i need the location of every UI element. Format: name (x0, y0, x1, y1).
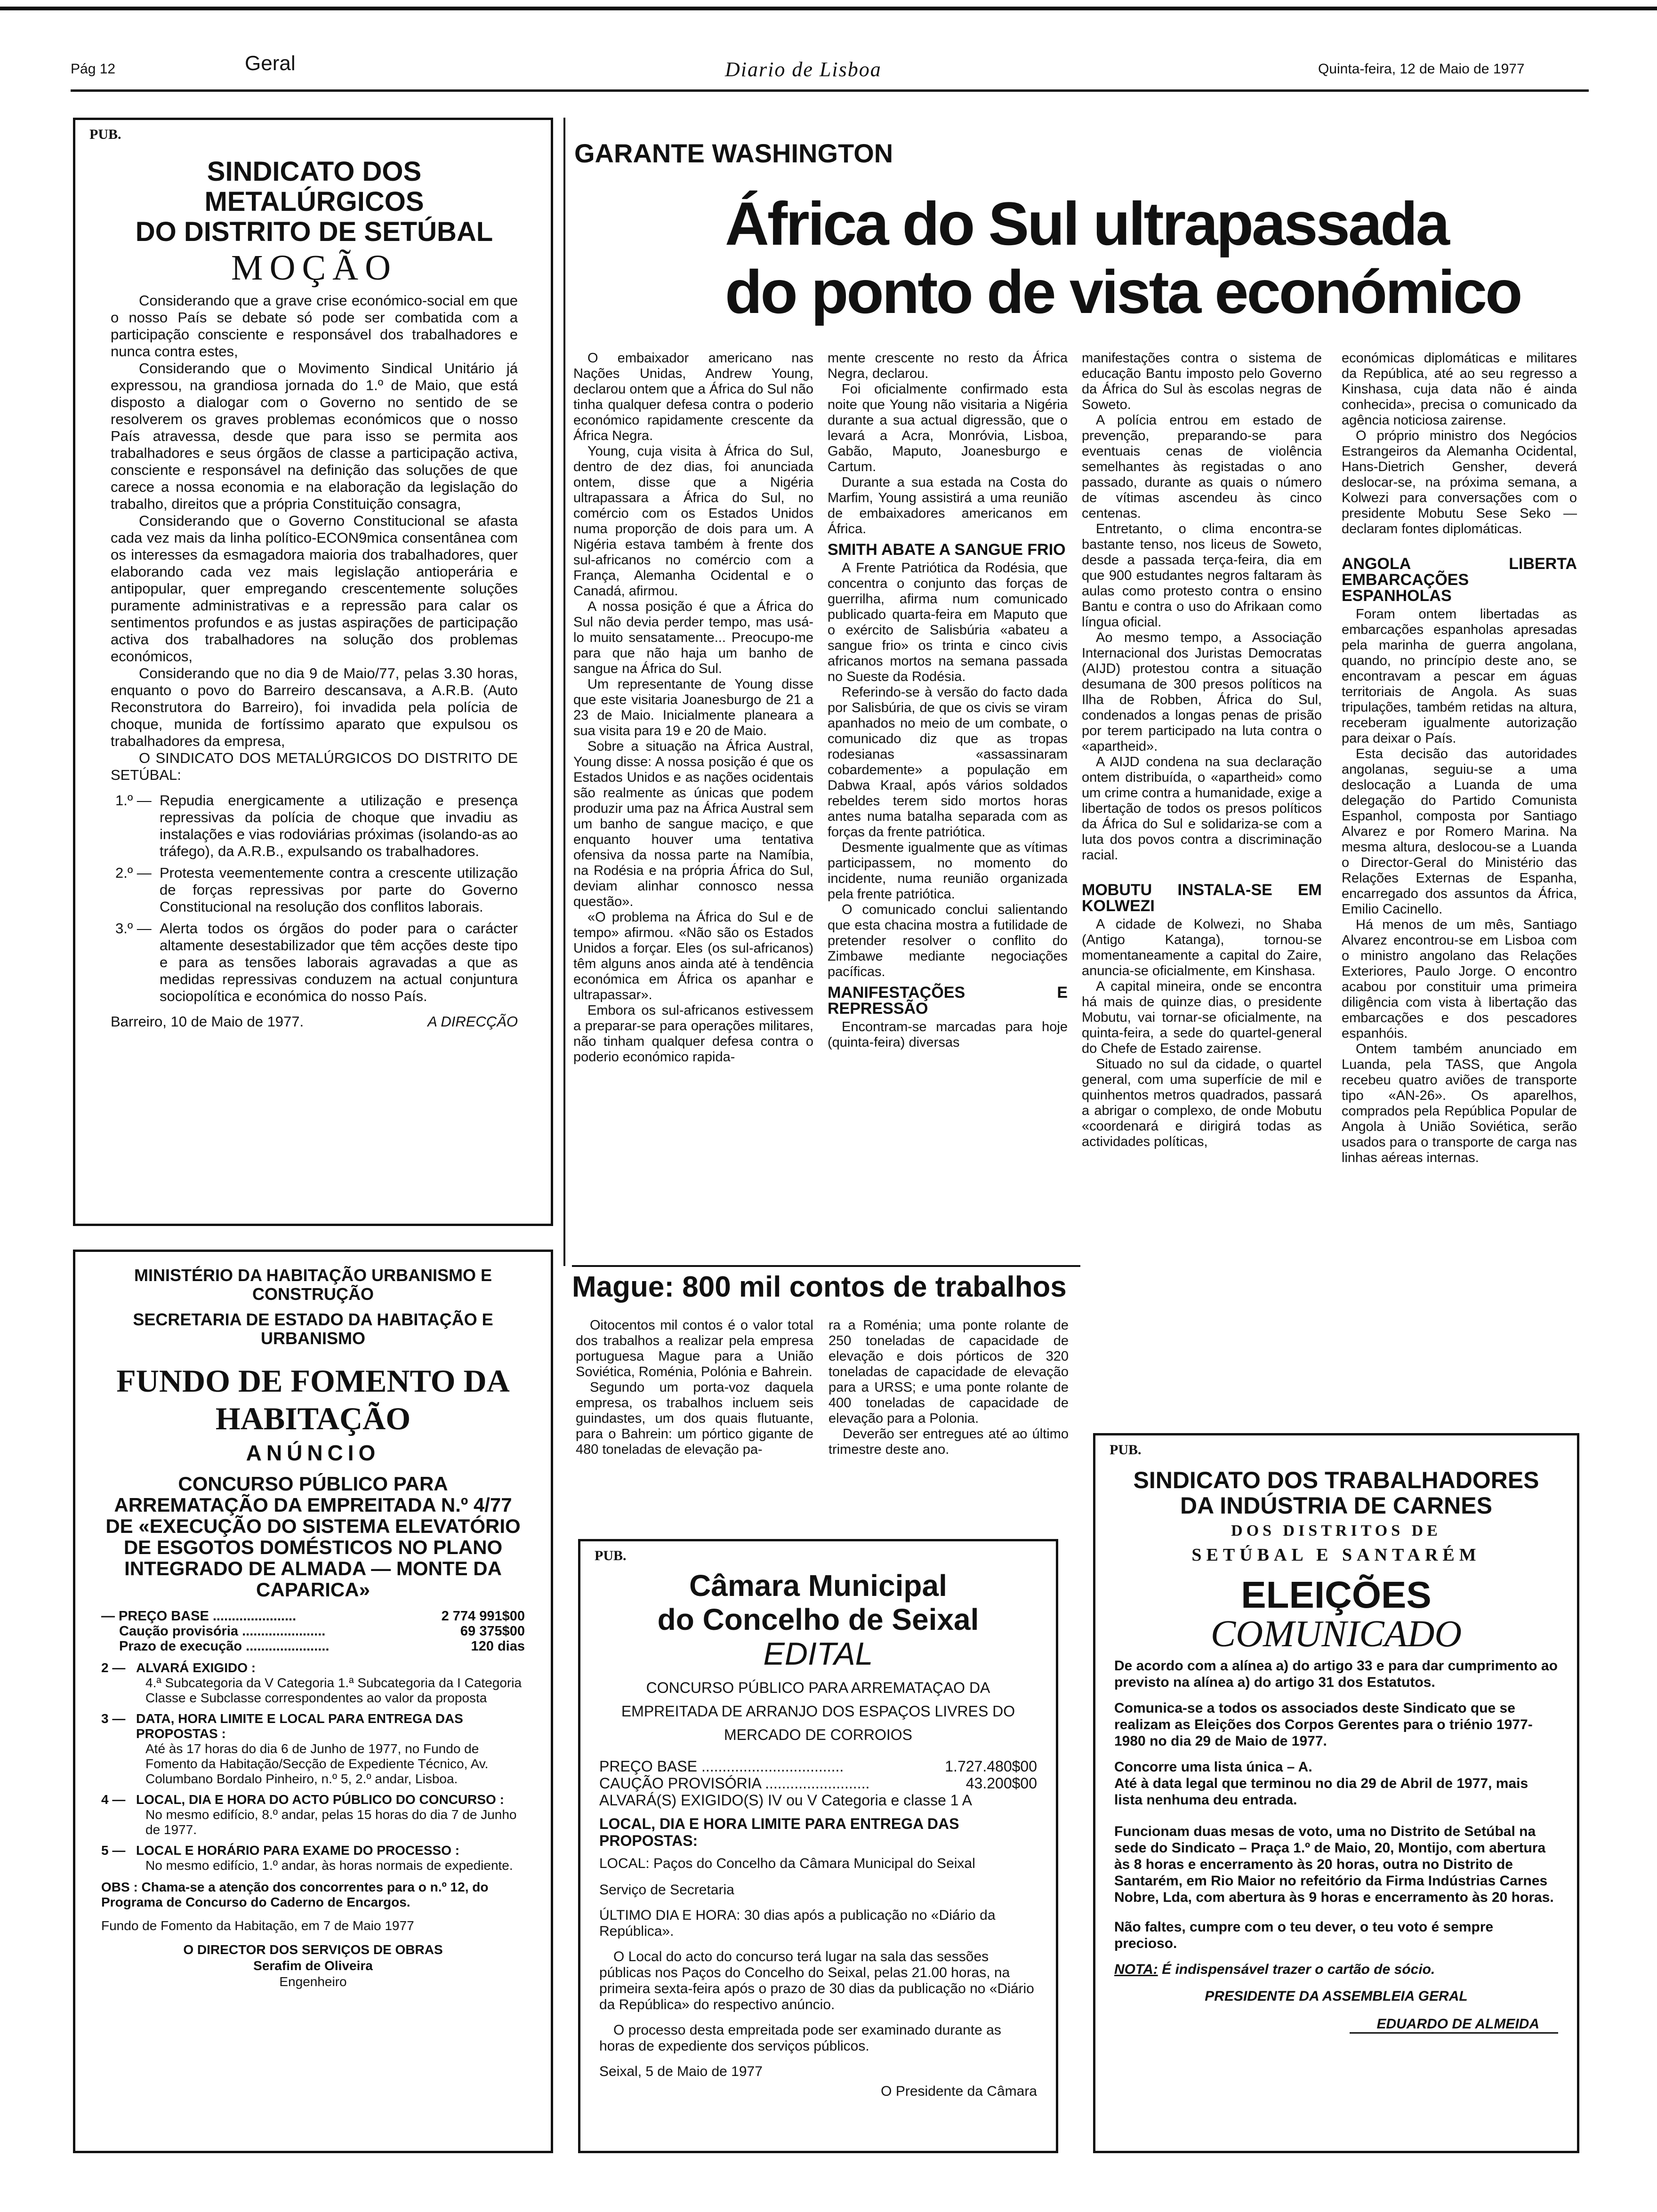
paragraph: Embora os sul-africanos estivessem a preparar-se para operações militares, não tinham qualquer defesa contra o poderio económico rapida- (573, 1003, 813, 1065)
seixal-signature: O Presidente da Câmara (881, 2084, 1037, 2099)
article-kicker: GARANTE WASHINGTON (574, 138, 893, 168)
paragraph: Oitocentos mil contos é o valor total dos trabalhos a realizar pela empresa portuguesa Mague para a União Soviética, Roménia, Polónia e Bahrein. (576, 1318, 813, 1379)
camara-title-line1: Câmara Municipal (689, 1569, 947, 1603)
caucao-row (599, 1775, 1037, 1792)
tender-item (101, 1843, 525, 1873)
carnes-body (1114, 1658, 1558, 2034)
paragraph: Desmente igualmente que as vítimas participassem, no momento do incidente, numa reunião organizada pela frente patriótica. (828, 840, 1068, 902)
carnes-name: EDUARDO DE ALMEIDA (1350, 2016, 1558, 2034)
caucao-row (101, 1624, 525, 1639)
item-number: 3.º — (115, 920, 152, 937)
local-head: LOCAL, DIA E HORA LIMITE PARA ENTREGA DAS PROPOSTAS: (599, 1815, 959, 1849)
ad-habitacao (73, 1250, 553, 2153)
fundo-title: FUNDO DE FOMENTO DA HABITAÇÃO (116, 1363, 510, 1436)
resolution-item (115, 920, 518, 1005)
headline-line1: África do Sul ultrapassada (725, 189, 1448, 258)
carnes-title-line1: SINDICATO DOS TRABALHADORES (1133, 1467, 1539, 1493)
signature: A DIRECÇÃO (427, 1013, 518, 1030)
processo: O processo desta empreitada pode ser examinado durante as horas de expediente dos serviços públicos. (599, 2022, 1001, 2054)
caucao-value: 43.200$00 (965, 1775, 1037, 1792)
carnes-title-line2: DA INDÚSTRIA DE CARNES (1180, 1492, 1492, 1519)
item-number: 1.º — (115, 792, 152, 809)
paragraph: Funcionam duas mesas de voto, uma no Distrito de Setúbal na sede do Sindicato – Praça 1.º de Maio, 20, Montijo, com abertura às 8 horas e encerramento às 20 horas, outra no Distrito de Santarém, em Rio Maior no refeitório da Firma Indústrias Carnes Nobre, Lda, com abertura às 9 horas e encerramento às 20 horas. (1114, 1824, 1554, 1905)
caucao-label: CAUÇÃO PROVISÓRIA ......................... (599, 1775, 870, 1792)
top-rule (0, 7, 1657, 10)
item-number: 4 — (101, 1792, 126, 1807)
paragraph: A capital mineira, onde se encontra há mais de quinze dias, o presidente Mobutu, vai tornar-se oficialmente, na quinta-feira, a sede do quartel-general do Chefe de Estado zairense. (1082, 979, 1322, 1056)
item-head: ALVARÁ EXIGIDO : (136, 1660, 256, 1675)
paragraph: Comunica-se a todos os associados deste Sindicato que se realizam as Eleições dos Corpos Gerentes para o triénio 1977-1980 no dia 29 de Maio de 1977. (1114, 1700, 1533, 1749)
headline-line2: do ponto de vista económico (725, 257, 1521, 326)
paragraph: Considerando que o Movimento Sindical Unitário já expressou, na grandiosa jornada do 1.º de Maio, que está disposto a dialogar com o Governo no sentido de se resolverem os graves problemas económicos que o nosso País atravessa, desde que para isso se permita aos trabalhadores e seus órgãos de classe a participação activa, consciente e responsável na definição das soluções de que carece a nossa economia e na elaboração da legislação do trabalho, direitos que a própria Constituição consagra, (111, 360, 518, 512)
mocao-body (111, 292, 518, 1030)
camara-title-line2: do Concelho de Seixal (657, 1603, 979, 1636)
header-rule (71, 89, 1589, 92)
resolve-line: O SINDICATO DOS METALÚRGICOS DO DISTRITO DE SETÚBAL: (111, 750, 518, 783)
ad-metalurgicos (73, 118, 553, 1226)
carnes-title-line4: SETÚBAL E SANTARÉM (1191, 1545, 1481, 1565)
section-label: Geral (245, 52, 296, 75)
paragraph: Há menos de um mês, Santiago Alvarez encontrou-se em Lisboa com o ministro angolano das Relações Exteriores, Paulo Jorge. O encontro acabou por constituir uma primeira diligência com vista à libertação das embarcações e dos pescadores espanhóis. (1342, 917, 1577, 1041)
item-head: LOCAL, DIA E HORA DO ACTO PÚBLICO DO CONCURSO : (136, 1792, 504, 1807)
paragraph: Ao mesmo tempo, a Associação Internacional dos Juristas Democratas (AIJD) protestou contra a situação desumana de 300 presos políticos na Ilha de Robben, África do Sul, condenados a longas penas de prisão por terem participado na luta contra o «apartheid». (1082, 630, 1322, 754)
edital: EDITAL (763, 1636, 873, 1672)
item-head: LOCAL E HORÁRIO PARA EXAME DO PROCESSO : (136, 1843, 460, 1858)
item-number: 2.º — (115, 865, 152, 881)
union-title-line2: DO DISTRITO DE SETÚBAL (135, 216, 493, 247)
column-rule (563, 118, 565, 1266)
local-text: LOCAL: Paços do Concelho da Câmara Municipal do Seixal (599, 1856, 975, 1871)
nota-text: É indispensável trazer o cartão de sócio. (1162, 1962, 1435, 1977)
director: O DIRECTOR DOS SERVIÇOS DE OBRAS (183, 1942, 443, 1957)
eleicoes: ELEIÇÕES (1241, 1574, 1432, 1616)
page-date: Quinta-feira, 12 de Maio de 1977 (1318, 61, 1525, 77)
article-col-2 (828, 351, 1068, 1050)
mocao-title: MOÇÃO (231, 248, 397, 288)
tender-item (101, 1792, 525, 1837)
article-col-3 (1082, 351, 1322, 1150)
pub-label: PUB. (89, 127, 121, 142)
servico: Serviço de Secretaria (599, 1882, 734, 1898)
paragraph: A polícia entrou em estado de prevenção, preparando-se para eventuais cenas de violência semelhantes às registadas o ano passado, durante as quais o número de vítimas ascendeu às cinco centenas. (1082, 413, 1322, 521)
mague-col-2 (828, 1318, 1069, 1458)
nota (1114, 1961, 1558, 1978)
paragraph: Ontem também anunciado em Luanda, pela TASS, que Angola recebeu quatro aviões de transporte tipo «AN-26». Os aparelhos, comprados pela República Popular de Angola à União Soviética, serão usados para o transporte de carga nas linhas aéreas internas. (1342, 1042, 1577, 1165)
footer-date: Fundo de Fomento da Habitação, em 7 de Maio 1977 (101, 1918, 414, 1933)
paragraph: Encontram-se marcadas para hoje (quinta-feira) diversas (828, 1019, 1068, 1050)
pub-label: PUB. (595, 1548, 627, 1563)
paragraph: O comunicado conclui salientando que esta chacina mostra a futilidade de pretender resolver o conflito do Zimbawe mediante negociações pacíficas. (828, 902, 1068, 979)
subhead-mobutu: MOBUTU INSTALA-SE EM KOLWEZI (1082, 881, 1322, 915)
paragraph: Não faltes, cumpre com o teu dever, o teu voto é sempre precioso. (1114, 1919, 1494, 1951)
prazo-row (101, 1639, 525, 1654)
presidente: PRESIDENTE DA ASSEMBLEIA GERAL (1205, 1988, 1468, 2004)
camara-title (599, 1569, 1037, 1636)
paragraph: manifestações contra o sistema de educação Bantu imposto pelo Governo da África do Sul às escolas negras de Soweto. (1082, 351, 1322, 412)
paragraph: Considerando que no dia 9 de Maio/77, pelas 3.30 horas, enquanto o povo do Barreiro descansava, a A.R.B. (Auto Reconstrutora do Barreiro), foi invadida pela polícia de choque, munida de fortíssimo aparato que expulsou os trabalhadores da empresa, (111, 665, 518, 749)
paragraph: Foram ontem libertadas as embarcações espanholas apresadas pela marinha de guerra angolana, quando, no princípio deste ano, se encontravam a pescar em águas territoriais de Angola. As suas tripulações, também retidas na altura, receberam igualmente autorização para deixar o País. (1342, 607, 1577, 746)
union-title-line1: SINDICATO DOS METALÚRGICOS (204, 156, 424, 217)
director-name: Serafim de Oliveira (253, 1958, 373, 1973)
obs-note: OBS : Chama-se a atenção dos concorrentes para o n.º 12, do Programa de Concurso do Caderno de Encargos. (101, 1880, 489, 1909)
paragraph: A Frente Patriótica da Rodésia, que concentra o conjunto das forças de guerrilha, afirma num comunicado publicado quarta-feira em Maputo que o exército de Salisbúria «abateu a sangue frio» os trinta e cinco civis africanos mortos na semana passada no Sueste da Rodésia. (828, 561, 1068, 684)
paragraph: Referindo-se à versão do facto dada por Salisbúria, de que os civis se viram apanhados no meio de um combate, o comunicado diz que as tropas rodesianas «assassinaram cobardemente» a população em Dabwa Kraal, após vários soldados rebeldes terem sido mortos horas antes numa batalha separada com as forças da frente patriótica. (828, 685, 1068, 840)
paragraph: ra a Roménia; uma ponte rolante de 250 toneladas de capacidade de elevação e dois pórticos de 320 toneladas de capacidade de elevação para a URSS; e uma ponte rolante de 400 toneladas de capacidade de elevação para a Polonia. (828, 1318, 1069, 1426)
ad-seixal (578, 1539, 1058, 2153)
subhead-manifestacoes: MANIFESTAÇÕES E REPRESSÃO (828, 984, 1068, 1018)
page-number: Pág 12 (71, 61, 116, 77)
price-table (599, 1758, 1037, 1809)
tender-items (101, 1660, 525, 1873)
tender-item (101, 1660, 525, 1706)
paragraph: Foi oficialmente confirmado esta noite que Young não visitaria a Nigéria durante a sua actual digressão, que o levará a Acra, Monróvia, Lisboa, Gabão, Maputo, Joanesburgo e Cartum. (828, 382, 1068, 474)
ministry: MINISTÉRIO DA HABITAÇÃO URBANISMO E CONSTRUÇÃO (134, 1266, 492, 1304)
concurso-title: CONCURSO PÚBLICO PARA ARREMATAÇAO DA EMPREITADA DE ARRANJO DOS ESPAÇOS LIVRES DO MERCADO DE CORROIOS (621, 1679, 1015, 1743)
comunicado: COMUNICADO (1210, 1613, 1462, 1655)
nota-label: NOTA: (1114, 1962, 1158, 1977)
preco-label: PREÇO BASE .................................. (599, 1758, 844, 1775)
secretaria: SECRETARIA DE ESTADO DA HABITAÇÃO E URBANISMO (133, 1310, 493, 1348)
subhead-angola: ANGOLA LIBERTA EMBARCAÇÕES ESPANHOLAS (1342, 555, 1577, 605)
concurso-title: CONCURSO PÚBLICO PARA ARREMATAÇÃO DA EMPREITADA N.º 4/77 DE «EXECUÇÃO DO SISTEMA ELEVATÓRIO DE ESGOTOS DOMÉSTICOS NO PLANO INTEGRADO DE ALMADA — MONTE DA CAPARICA» (105, 1473, 521, 1601)
item-text: No mesmo edifício, 1.º andar, às horas normais de expediente. (145, 1858, 513, 1873)
carnes-title (1114, 1467, 1558, 1518)
item-text: 4.ª Subcategoria da V Categoria 1.ª Subcategoria da I Categoria Classe e Subclasse correspondentes ao valor da proposta (145, 1675, 522, 1705)
item-number: 3 — (101, 1711, 126, 1726)
item-head: DATA, HORA LIMITE E LOCAL PARA ENTREGA DAS PROPOSTAS : (136, 1711, 463, 1741)
caucao-value: 69 375$00 (460, 1624, 525, 1639)
union-title (111, 157, 518, 247)
article-mague (572, 1271, 1080, 1553)
ad-carnes (1093, 1433, 1579, 2153)
paragraph: económicas diplomáticas e militares da República, até ao seu regresso a Kinshasa, cuja data não é ainda conhecida», precisa o comunicado da agência noticiosa zairense. (1342, 351, 1577, 428)
preco-value: 2 774 991$00 (441, 1609, 525, 1624)
page-header (0, 0, 1657, 94)
acto: O Local do acto do concurso terá lugar na sala das sessões públicas nos Paços do Concelho do Seixal, pelas 21.00 horas, na primeira sexta-feira após o prazo de 30 dias da publicação no «Diário da República» do respectivo anúncio. (599, 1949, 1034, 2012)
paragraph: Considerando que a grave crise económico-social em que o nosso País se debate só pode ser combatida com a participação consciente e responsável dos trabalhadores e nunca contra estes, (111, 292, 518, 360)
paragraph: Um representante de Young disse que este visitaria Joanesburgo de 21 a 23 de Maio. Inicialmente planeara a sua visita para 19 e 20 de Maio. (573, 677, 813, 738)
resolution-item (115, 865, 518, 915)
paragraph: Young, cuja visita à África do Sul, dentro de dez dias, foi anunciada ontem, disse que a Nigéria ultrapassara a África do Sul, no comércio com os Estados Unidos numa proporção de dois para um. A Nigéria estava também à frente dos sul-africanos no comércio com a França, Alemanha Ocidental e o Canadá, afirmou. (573, 444, 813, 599)
subhead-smith: SMITH ABATE A SANGUE FRIO (828, 541, 1066, 559)
paragraph: Sobre a situação na África Austral, Young disse: A nossa posição é que os Estados Unidos e as nações ocidentais são realmente as únicas que podem produzir uma paz na África Austral sem um banho de sangue maciço, e que enquanto houver uma tentativa ofensiva da nossa parte na Namíbia, na Rodésia e na própria África do Sul, deviam alinhar connosco nessa questão». (573, 739, 813, 909)
place-date: Barreiro, 10 de Maio de 1977. (111, 1013, 304, 1030)
alvara: ALVARÁ(S) EXIGIDO(S) IV ou V Categoria e classe 1 A (599, 1792, 973, 1809)
paragraph: Entretanto, o clima encontra-se bastante tenso, nos liceus de Soweto, desde a passada terça-feira, dia em que 900 estudantes negros faltaram às aulas como protesto contra o ensino Bantu e contra o uso do Afrikaan como língua oficial. (1082, 521, 1322, 630)
preco-row (101, 1609, 525, 1624)
signature-row (111, 1013, 518, 1030)
preco-value: 1.727.480$00 (945, 1758, 1037, 1775)
paragraph: A cidade de Kolwezi, no Shaba (Antigo Katanga), tornou-se momentaneamente a capital do Zaire, anuncia-se oficialmente, em Kinshasa. (1082, 917, 1322, 978)
paragraph: Até à data legal que terminou no dia 29 de Abril de 1977, mais lista nenhuma deu entrada. (1114, 1776, 1528, 1808)
caucao-label: Caução provisória ...................... (119, 1624, 326, 1639)
resolution-item (115, 792, 518, 860)
paragraph: Concorre uma lista única – A. (1114, 1759, 1312, 1775)
tender-item (101, 1711, 525, 1787)
item-number: 5 — (101, 1843, 126, 1858)
carnes-title-line3: DOS DISTRITOS DE (1231, 1522, 1441, 1539)
article-africa (570, 120, 1596, 1261)
prazo-value: 120 dias (471, 1639, 525, 1654)
paragraph: Esta decisão das autoridades angolanas, seguiu-se a uma deslocação a Luanda de uma delegação do Partido Comunista Espanhol, composta por Santiago Alvarez e por Romero Marina. Na mesma altura, deslocou-se a Luanda o Director-Geral do Ministério das Relações Externas de Espanha, encarregado dos assuntos da África, Emilio Cacinello. (1342, 746, 1577, 917)
seixal-date: Seixal, 5 de Maio de 1977 (599, 2064, 763, 2079)
item-text: Repudia energicamente a utilização e presença repressivas da polícia de choque que invadiu as instalações e vias rodoviárias próximas (isolando-as ao tráfego), da A.R.B., expulsando os trabalhadores. (160, 792, 518, 859)
paragraph: mente crescente no resto da África Negra, declarou. (828, 351, 1068, 381)
item-number: 2 — (101, 1660, 126, 1675)
item-text: Alerta todos os órgãos do poder para o carácter altamente desestabilizador que têm acções deste tipo e para as tensões laborais agravadas a que as medidas repressivas conduzem na actual conjuntura sociopolítica e económica do nosso País. (160, 920, 518, 1004)
anuncio: ANÚNCIO (246, 1441, 380, 1465)
masthead: Diario de Lisboa (725, 58, 882, 81)
paragraph: A nossa posição é que a África do Sul não devia perder tempo, mas usá-lo muito sensatamente... Preocupo-me para que não haja um banho de sangue na África do Sul. (573, 599, 813, 676)
paragraph: A AIJD condena na sua declaração ontem distribuída, o «apartheid» como um crime contra a humanidade, exige a libertação de todos os presos políticos da África do Sul e solidariza-se com a luta dos povos contra a discriminação racial. (1082, 754, 1322, 863)
pub-label: PUB. (1110, 1442, 1142, 1458)
item-text: Até às 17 horas do dia 6 de Junho de 1977, no Fundo de Fomento da Habitação/Secção de Expediente Técnico, Av. Columbano Bordalo Pinheiro, n.º 5, 2.º andar, Lisboa. (145, 1741, 489, 1786)
paragraph: Segundo um porta-voz daquela empresa, os trabalhos incluem seis guindastes, um dos quais flutuante, para o Bahrein: um pórtico gigante de 480 toneladas de elevação pa- (576, 1380, 813, 1457)
item-text: Protesta veementemente contra a crescente utilização de forças repressivas por parte do Governo Constitucional na resolução dos conflitos laborais. (160, 865, 518, 915)
article-col-4 (1342, 351, 1577, 1166)
preco-row (599, 1758, 1037, 1775)
mague-headline: Mague: 800 mil contos de trabalhos (572, 1271, 1067, 1303)
preco-label: — PREÇO BASE ...................... (101, 1609, 297, 1624)
paragraph: O próprio ministro dos Negócios Estrangeiros da Alemanha Ocidental, Hans-Dietrich Gensher, deverá deslocar-se, na próxima semana, a Kolwezi para conversações com o presidente Mobutu Sese Seko — declaram fontes diplomáticas. (1342, 428, 1577, 537)
item-text: No mesmo edifício, 8.º andar, pelas 15 horas do dia 7 de Junho de 1977. (145, 1807, 517, 1837)
ultimo-dia: ÚLTIMO DIA E HORA: 30 dias após a publicação no «Diário da República». (599, 1907, 996, 1939)
paragraph: Situado no sul da cidade, o quartel general, com uma superfície de mil e quinhentos metros quadrados, passará a abrigar o complexo, de onde Mobutu «coordenará e dirigirá todas as actividades políticas, (1082, 1057, 1322, 1149)
mague-rule (572, 1265, 1080, 1267)
price-table (101, 1609, 525, 1654)
mague-col-1 (576, 1318, 813, 1458)
director-role: Engenheiro (279, 1974, 347, 1989)
paragraph: «O problema na África do Sul e de tempo» afirmou. «Não são os Estados Unidos a forçar. Eles (os sul-africanos) têm alguns anos ainda até à tendência económica em África os apanhar e ultrapassar». (573, 910, 813, 1002)
paragraph: Durante a sua estada na Costa do Marfim, Young assistirá a uma reunião de embaixadores americanos em África. (828, 475, 1068, 537)
prazo-label: Prazo de execução ...................... (119, 1639, 330, 1654)
paragraph: Deverão ser entregues até ao último trimestre deste ano. (828, 1427, 1069, 1457)
article-col-1 (573, 351, 813, 1065)
paragraph: De acordo com a alínea a) do artigo 33 e para dar cumprimento ao previsto na alínea a) do artigo 31 dos Estatutos. (1114, 1658, 1558, 1690)
paragraph: Considerando que o Governo Constitucional se afasta cada vez mais da linha político-ECON9mica consentânea com os interesses da esmagadora maioria dos trabalhadores, quer elaborando cada vez mais legislação antioperária e antipopular, quer empregando crescentemente soluções puramente administrativas e a repressão para calar os sentimentos profundos e as justas aspirações de participação activa dos trabalhadores na solução dos problemas económicos, (111, 513, 518, 665)
paragraph: O embaixador americano nas Nações Unidas, Andrew Young, declarou ontem que a África do Sul não tinha qualquer defesa contra o poderio económico rapidamente crescente da África Negra. (573, 351, 813, 443)
